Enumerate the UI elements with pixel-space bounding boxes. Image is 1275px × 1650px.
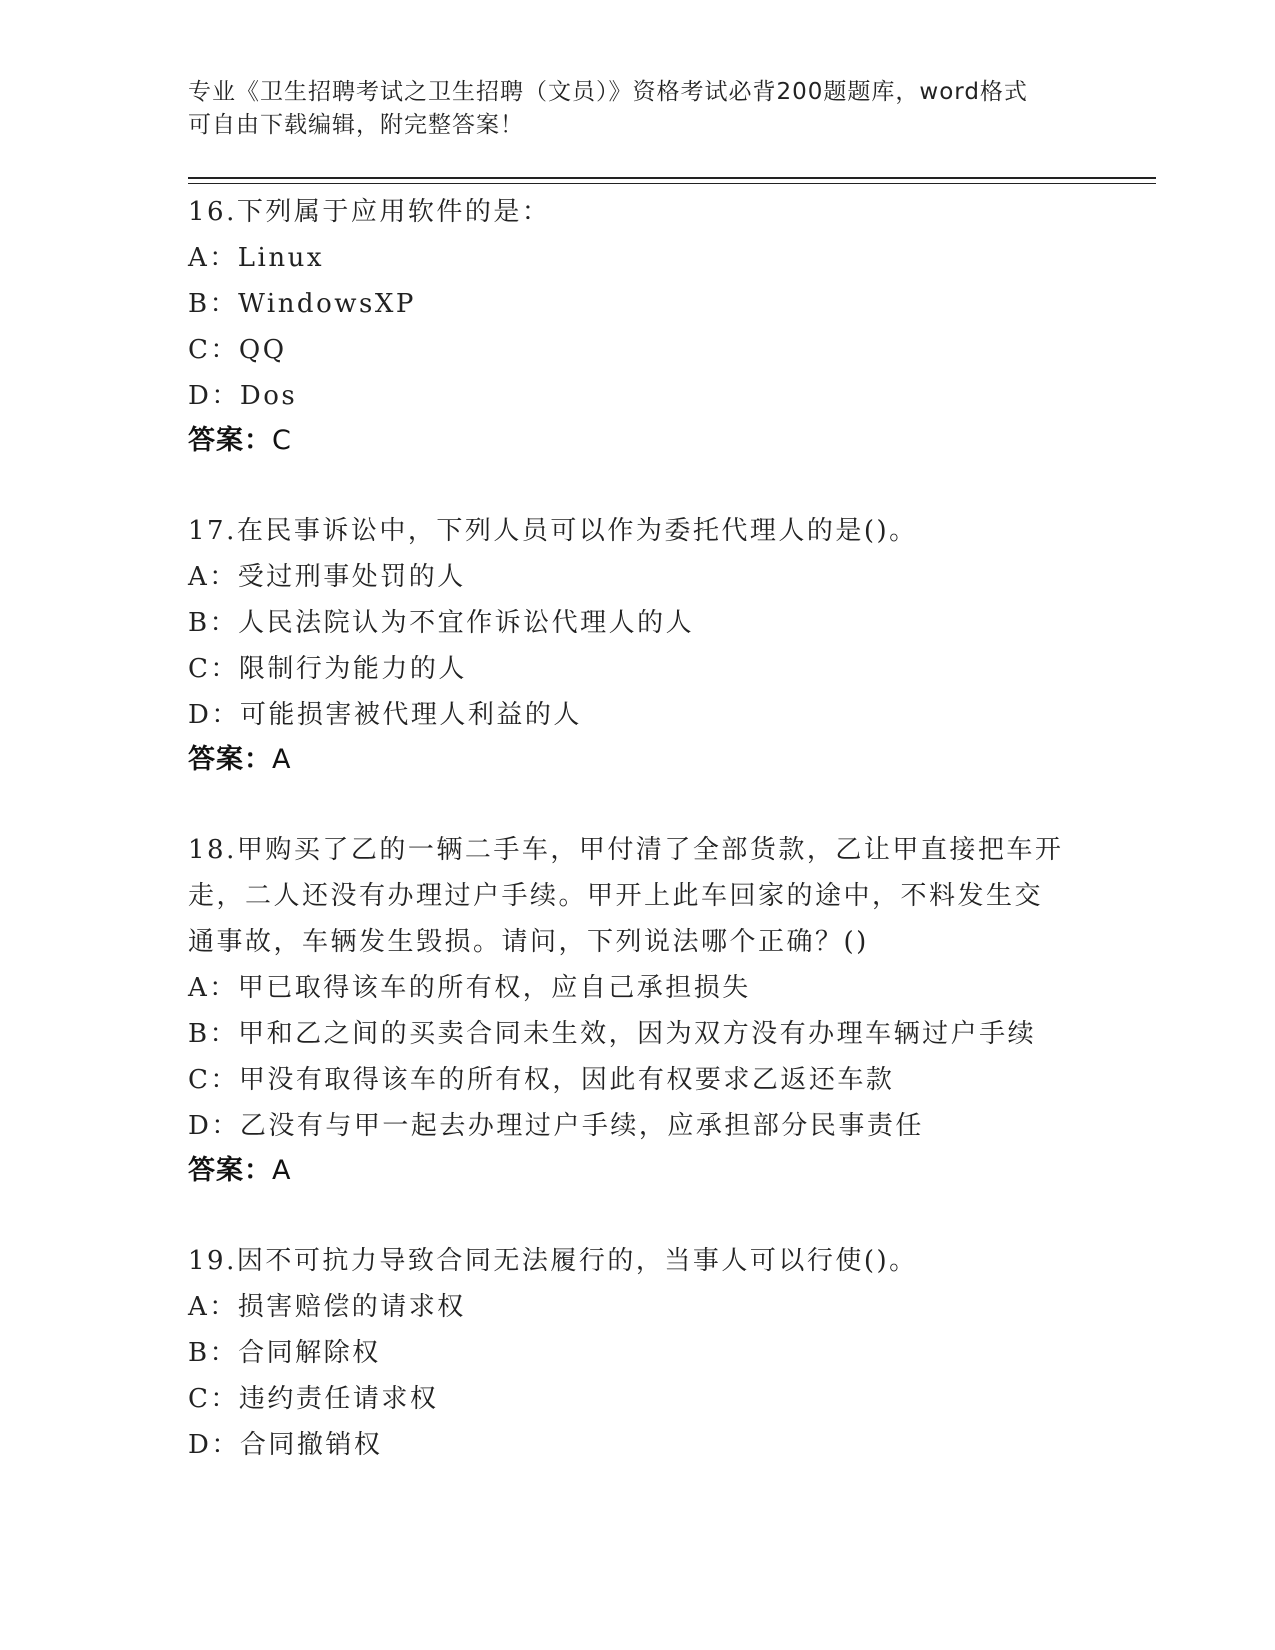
answer-label: 答案： <box>188 425 272 456</box>
option-text: QQ <box>238 335 287 365</box>
option-letter: C： <box>188 654 239 684</box>
option-text: 甲和乙之间的买卖合同未生效，因为双方没有办理车辆过户手续 <box>238 1019 1037 1049</box>
option-a <box>188 554 1088 600</box>
option-letter: D： <box>188 1430 240 1460</box>
header-rule-thick <box>188 177 1156 179</box>
answer-value: A <box>272 744 292 775</box>
option-text: 合同解除权 <box>238 1338 381 1368</box>
option-letter: A： <box>188 973 238 1003</box>
option-text: 限制行为能力的人 <box>238 654 467 684</box>
question-text <box>188 508 1088 554</box>
option-text: 甲已取得该车的所有权，应自己承担损失 <box>237 973 751 1003</box>
answer-line <box>188 1149 1088 1193</box>
question-line: 16.下列属于应用软件的是： <box>188 197 551 227</box>
option-text: 违约责任请求权 <box>238 1384 439 1414</box>
answer-line <box>188 419 1088 463</box>
question-19 <box>188 1238 1088 1468</box>
option-b <box>188 1330 1088 1376</box>
question-line: 19.因不可抗力导致合同无法履行的，当事人可以行使()。 <box>188 1246 918 1276</box>
option-letter: B： <box>188 608 239 638</box>
option-text: Linux <box>237 243 325 273</box>
option-b <box>188 281 1088 327</box>
option-c <box>188 646 1088 692</box>
option-text: Dos <box>239 381 298 411</box>
question-text <box>188 1238 1088 1284</box>
question-18 <box>188 827 1088 1193</box>
option-text: 人民法院认为不宜作诉讼代理人的人 <box>238 608 695 638</box>
question-list <box>188 189 1088 1513</box>
option-letter: C： <box>188 1384 239 1414</box>
answer-value: A <box>272 1155 292 1186</box>
option-letter: B： <box>188 1019 239 1049</box>
option-c <box>188 1376 1088 1422</box>
question-text <box>188 189 1088 235</box>
header-line-1: 专业《卫生招聘考试之卫生招聘（文员）》资格考试必背200题题库，word格式 <box>188 79 1028 105</box>
answer-label: 答案： <box>188 1155 272 1186</box>
option-d <box>188 692 1088 738</box>
document-header <box>188 76 1088 142</box>
option-b <box>188 600 1088 646</box>
option-text: 损害赔偿的请求权 <box>237 1292 466 1322</box>
option-letter: A： <box>188 562 238 592</box>
option-letter: D： <box>188 1111 240 1141</box>
answer-label: 答案： <box>188 744 272 775</box>
option-a <box>188 235 1088 281</box>
option-letter: A： <box>188 243 238 273</box>
option-text: WindowsXP <box>238 289 416 319</box>
option-c <box>188 1057 1088 1103</box>
option-letter: B： <box>188 1338 239 1368</box>
option-a <box>188 1284 1088 1330</box>
option-text: 合同撤销权 <box>239 1430 383 1460</box>
option-letter: C： <box>188 335 239 365</box>
option-letter: D： <box>188 381 240 411</box>
question-line: 17.在民事诉讼中，下列人员可以作为委托代理人的是()。 <box>188 516 918 546</box>
option-letter: B： <box>188 289 239 319</box>
option-d <box>188 1422 1088 1468</box>
header-rule-thin <box>188 183 1156 184</box>
option-letter: C： <box>188 1065 239 1095</box>
option-d <box>188 1103 1088 1149</box>
option-letter: A： <box>188 1292 238 1322</box>
question-text <box>188 827 1088 965</box>
option-a <box>188 965 1088 1011</box>
option-b <box>188 1011 1088 1057</box>
question-line: 通事故，车辆发生毁损。请问，下列说法哪个正确？() <box>188 927 869 957</box>
question-17 <box>188 508 1088 782</box>
option-text: 可能损害被代理人利益的人 <box>239 700 582 730</box>
question-line: 走，二人还没有办理过户手续。甲开上此车回家的途中，不料发生交 <box>188 881 1044 911</box>
option-text: 甲没有取得该车的所有权，因此有权要求乙返还车款 <box>238 1065 895 1095</box>
option-letter: D： <box>188 700 240 730</box>
option-c <box>188 327 1088 373</box>
header-line-2: 可自由下载编辑，附完整答案！ <box>188 112 524 138</box>
answer-value: C <box>272 425 292 456</box>
option-text: 乙没有与甲一起去办理过户手续，应承担部分民事责任 <box>239 1111 924 1141</box>
option-d <box>188 373 1088 419</box>
question-16 <box>188 189 1088 463</box>
answer-line <box>188 738 1088 782</box>
option-text: 受过刑事处罚的人 <box>237 562 466 592</box>
question-line: 18.甲购买了乙的一辆二手车，甲付清了全部货款，乙让甲直接把车开 <box>188 835 1064 865</box>
